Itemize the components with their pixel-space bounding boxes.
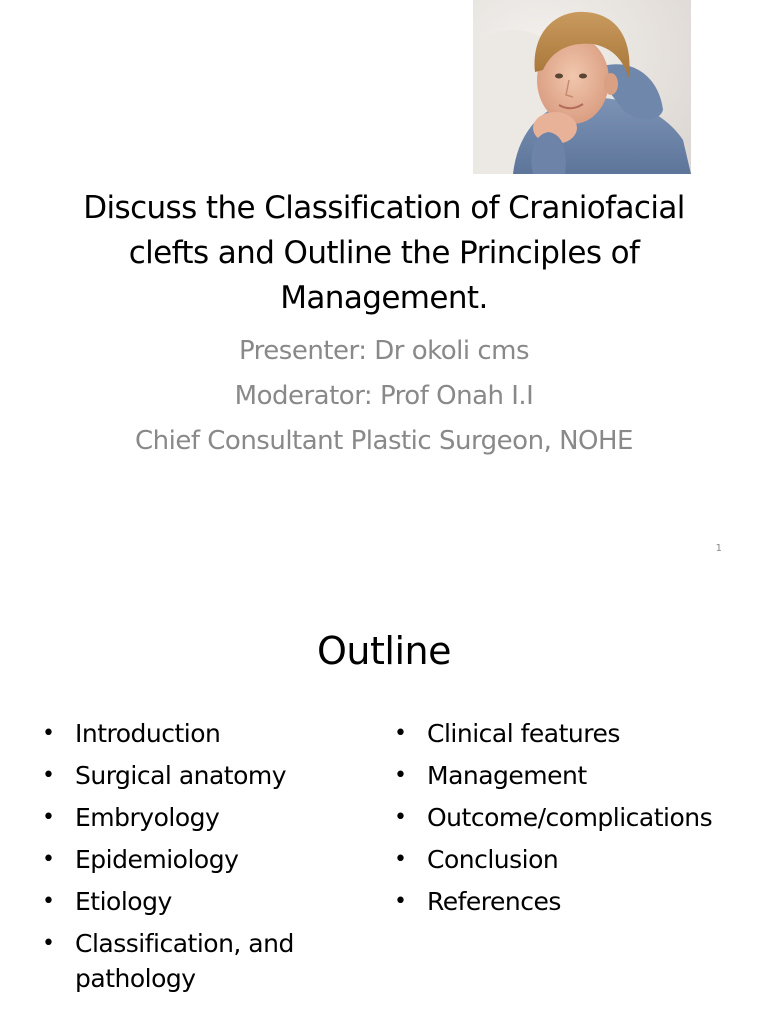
outline-item-label: Clinical features bbox=[427, 719, 620, 748]
outline-list-left bbox=[42, 716, 362, 1003]
outline-item-label: Embryology bbox=[75, 803, 220, 832]
outline-item bbox=[42, 884, 362, 919]
bullet-icon: • bbox=[42, 931, 55, 956]
presenter-line: Presenter: Dr okoli cms bbox=[238, 336, 530, 366]
moderator-line: Moderator: Prof Onah I.I bbox=[234, 381, 534, 411]
outline-item-label: Epidemiology bbox=[75, 845, 239, 874]
bullet-icon: • bbox=[394, 847, 407, 872]
title-line: clefts and Outline the Principles of bbox=[128, 235, 640, 271]
outline-item bbox=[394, 716, 754, 751]
outline-item bbox=[394, 842, 754, 877]
outline-item-label: Conclusion bbox=[427, 845, 559, 874]
presentation-subtitle bbox=[40, 329, 728, 464]
outline-item-label: Surgical anatomy bbox=[75, 761, 287, 790]
outline-item bbox=[42, 800, 362, 835]
outline-item-label: Classification, and pathology bbox=[75, 929, 294, 993]
outline-item bbox=[42, 926, 315, 996]
outline-item bbox=[42, 716, 362, 751]
bullet-icon: • bbox=[394, 721, 407, 746]
outline-item-label: References bbox=[427, 887, 561, 916]
outline-item bbox=[394, 758, 754, 793]
bullet-icon: • bbox=[42, 847, 55, 872]
bullet-icon: • bbox=[42, 763, 55, 788]
outline-slide bbox=[0, 576, 768, 1024]
outline-list-right bbox=[394, 716, 754, 926]
outline-item bbox=[42, 758, 362, 793]
child-portrait-photo bbox=[473, 0, 691, 174]
outline-item bbox=[42, 842, 362, 877]
title-line: Discuss the Classification of Craniofacial bbox=[83, 190, 685, 226]
bullet-icon: • bbox=[394, 805, 407, 830]
outline-item-label: Management bbox=[427, 761, 587, 790]
bullet-icon: • bbox=[42, 889, 55, 914]
page-number: 1 bbox=[715, 543, 722, 554]
bullet-icon: • bbox=[42, 805, 55, 830]
outline-item bbox=[394, 884, 754, 919]
outline-item-label: Outcome/complications bbox=[427, 803, 713, 832]
outline-item bbox=[394, 800, 754, 835]
bullet-icon: • bbox=[394, 889, 407, 914]
outline-item-label: Introduction bbox=[75, 719, 221, 748]
outline-item-label: Etiology bbox=[75, 887, 172, 916]
presentation-title bbox=[40, 186, 728, 321]
title-line: Management. bbox=[280, 280, 488, 316]
bullet-icon: • bbox=[394, 763, 407, 788]
bullet-icon: • bbox=[42, 721, 55, 746]
outline-heading: Outline bbox=[317, 629, 451, 673]
affiliation-line: Chief Consultant Plastic Surgeon, NOHE bbox=[134, 426, 633, 456]
